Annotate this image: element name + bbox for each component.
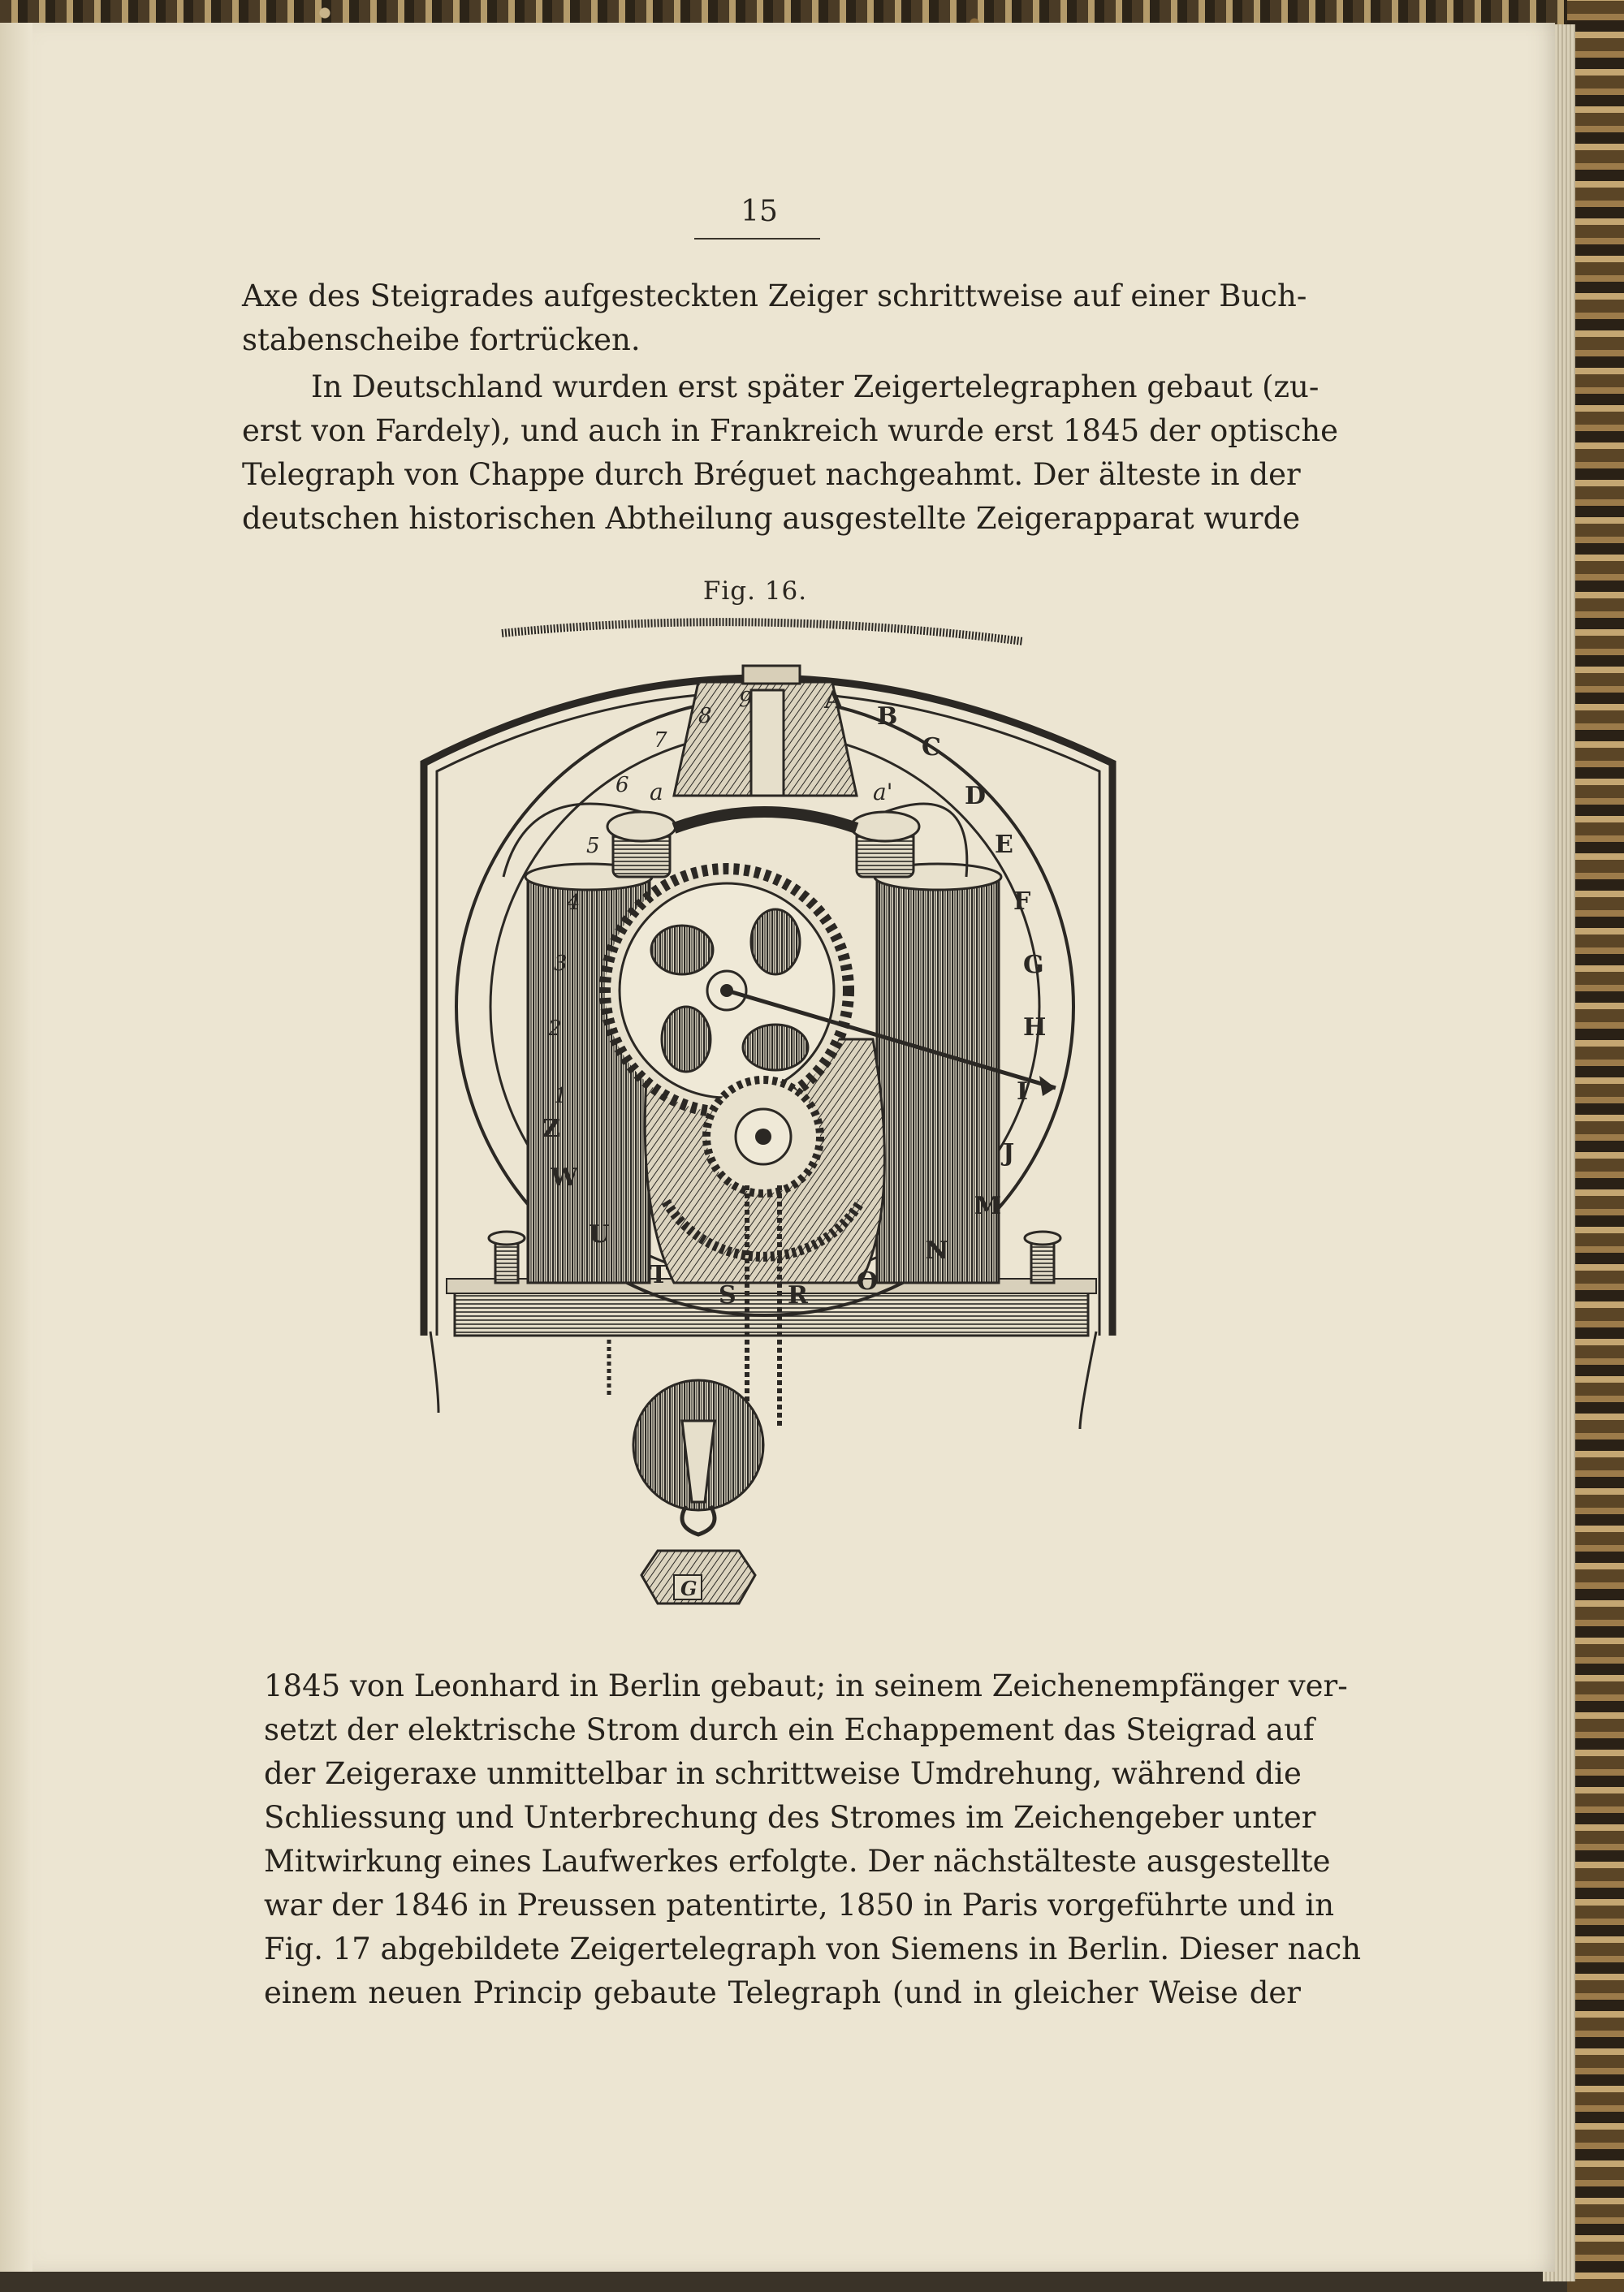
text-line: setzt der elektrische Strom durch ein Echappement das Steigrad auf [264, 1712, 1315, 1747]
dial-letter: S [719, 1281, 736, 1310]
dial-letter: F [1013, 887, 1031, 916]
dial-letter: O [857, 1267, 879, 1296]
text-line: war der 1846 in Preussen patentirte, 1850 in Paris vorgeführte und in [264, 1888, 1335, 1923]
text-line: erst von Fardely), und auch in Frankreich wurde erst 1845 der optische [242, 413, 1339, 448]
telegraph-engraving [406, 617, 1161, 1624]
text-line: Axe des Steigrades aufgesteckten Zeiger schrittweise auf einer Buch- [242, 278, 1307, 313]
text-line: In Deutschland wurden erst später Zeigertelegraphen gebaut (zu- [311, 369, 1320, 404]
dial-letter: G [1023, 951, 1044, 979]
paragraph-middle [242, 365, 1339, 541]
dial-letter: M [974, 1192, 1002, 1220]
dial-number: 5 [586, 834, 600, 858]
dial-letter: A [824, 686, 844, 714]
text-line: Fig. 17 abgebildete Zeigertelegraph von Siemens in Berlin. Dieser nach [264, 1932, 1362, 1966]
label-a: a [650, 779, 663, 805]
dial-number: 3 [554, 952, 568, 976]
page-number-rule [694, 238, 820, 240]
label-g: G [680, 1577, 698, 1600]
dial-letter: N [926, 1237, 948, 1265]
dial-letter: E [995, 831, 1013, 859]
dial-letter: R [788, 1281, 808, 1310]
text-line: der Zeigeraxe unmittelbar in schrittweise Umdrehung, während die [264, 1756, 1302, 1791]
dial-letter: C [922, 733, 941, 762]
dial-letter: B [877, 702, 898, 731]
paragraph-bottom [264, 1664, 1362, 2015]
dial-letter: T [650, 1261, 668, 1289]
page-number: 15 [741, 195, 778, 228]
figure-caption: Fig. 16. [702, 576, 808, 606]
text-line: Telegraph von Chappe durch Bréguet nachgeahmt. Der älteste in der [242, 457, 1301, 492]
text-line: Mitwirkung eines Laufwerkes erfolgte. Der nächstälteste ausgestellte [264, 1844, 1331, 1879]
dial-number: 6 [615, 773, 629, 797]
page-gutter [0, 23, 32, 2272]
text-line: stabenscheibe fortrücken. [242, 322, 641, 357]
label-a-prime: a' [873, 779, 893, 805]
text-line: einem neuen Princip gebaute Telegraph (und in gleicher Weise der [264, 1975, 1301, 2010]
dial-number: 2 [548, 1017, 562, 1041]
binding-right-edge [1567, 0, 1624, 2292]
text-line: Schliessung und Unterbrechung des Stromes im Zeichengeber unter [264, 1800, 1316, 1835]
dial-letter: W [551, 1163, 578, 1192]
dial-number: 9 [739, 688, 753, 712]
dial-letter: Z [542, 1115, 560, 1143]
dial-letter: H [1023, 1013, 1047, 1042]
text-line: deutschen historischen Abtheilung ausgestellte Zeigerapparat wurde [242, 501, 1301, 536]
dial-number: 8 [698, 704, 712, 728]
dial-number: 1 [554, 1084, 568, 1108]
dial-letter: U [589, 1220, 611, 1249]
paragraph-top [242, 274, 1307, 362]
dial-letter: D [965, 782, 987, 810]
text-line: 1845 von Leonhard in Berlin gebaut; in seinem Zeichenempfänger ver- [264, 1668, 1348, 1703]
dial-number: 4 [567, 891, 581, 915]
figure-telegraph-illustration [406, 617, 1161, 1624]
dial-letter: I [1017, 1077, 1029, 1106]
dial-letter: J [1003, 1139, 1015, 1168]
dial-number: 7 [654, 728, 667, 753]
